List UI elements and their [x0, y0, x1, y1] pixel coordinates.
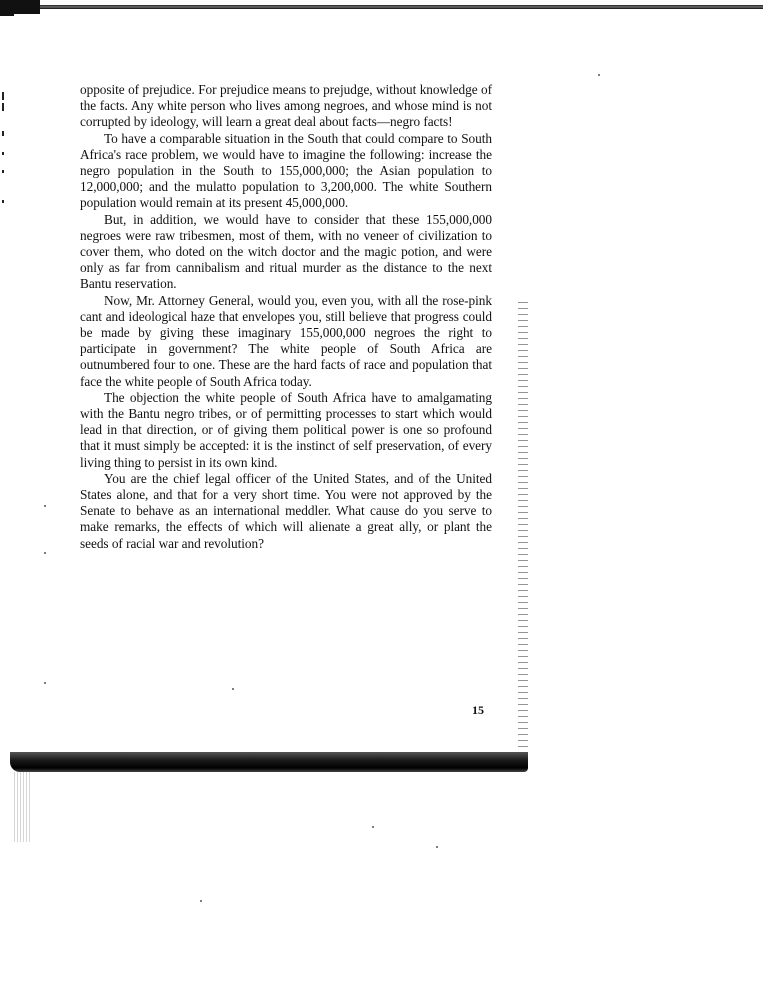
- paragraph: To have a comparable situation in the South that could compare to South Africa's race problem, we would have to imagine the following: increase the negro population in the South to 155,000,000; the Asian population to 12,000,000; and the mulatto population to 3,200,000. The white Southern population would remain at its present 45,000,000.: [80, 130, 492, 211]
- paragraph: You are the chief legal officer of the United States, and of the United States alone, and that for a very short time. You were not approved by the Senate to behave as an international meddler. What cause do you serve to make remarks, the effects of which will alienate a great ally, or plant the seeds of racial war and revolution?: [80, 470, 492, 551]
- paragraph: The objection the white people of South Africa have to amalgamating with the Bantu negro tribes, or of permitting processes to start which would lead in that direction, or of giving them political power is one so profound that it must simply be accepted: it is the instinct of self preservation, of every living thing to persist in its own kind.: [80, 389, 492, 470]
- page-number: 15: [472, 703, 484, 717]
- page-bottom-shadow: [10, 752, 528, 772]
- paragraph: But, in addition, we would have to consider that these 155,000,000 negroes were raw tribesmen, most of them, with no veneer of civilization to cover them, who doted on the witch doctor and the magic potion, and were only as far from cannibalism and ritual murder as the distance to the next Bantu reservation.: [80, 211, 492, 292]
- body-text: [80, 82, 492, 552]
- page-right-edge: [518, 300, 528, 765]
- paragraph: Now, Mr. Attorney General, would you, even you, with all the rose-pink cant and ideological haze that envelopes you, still believe that progress could be made by giving these imaginary 155,000,000 negroes the right to participate in government? The white people of South Africa are outnumbered four to one. These are the hard facts of race and population that face the white people of South Africa today.: [80, 292, 492, 389]
- scan-top-border: [0, 0, 763, 10]
- scan-streak: [14, 772, 30, 842]
- paragraph: opposite of prejudice. For prejudice means to prejudge, without knowledge of the facts. Any white person who lives among negroes, and whose mind is not corrupted by ideology, will learn a great deal about facts—negro facts!: [80, 82, 492, 130]
